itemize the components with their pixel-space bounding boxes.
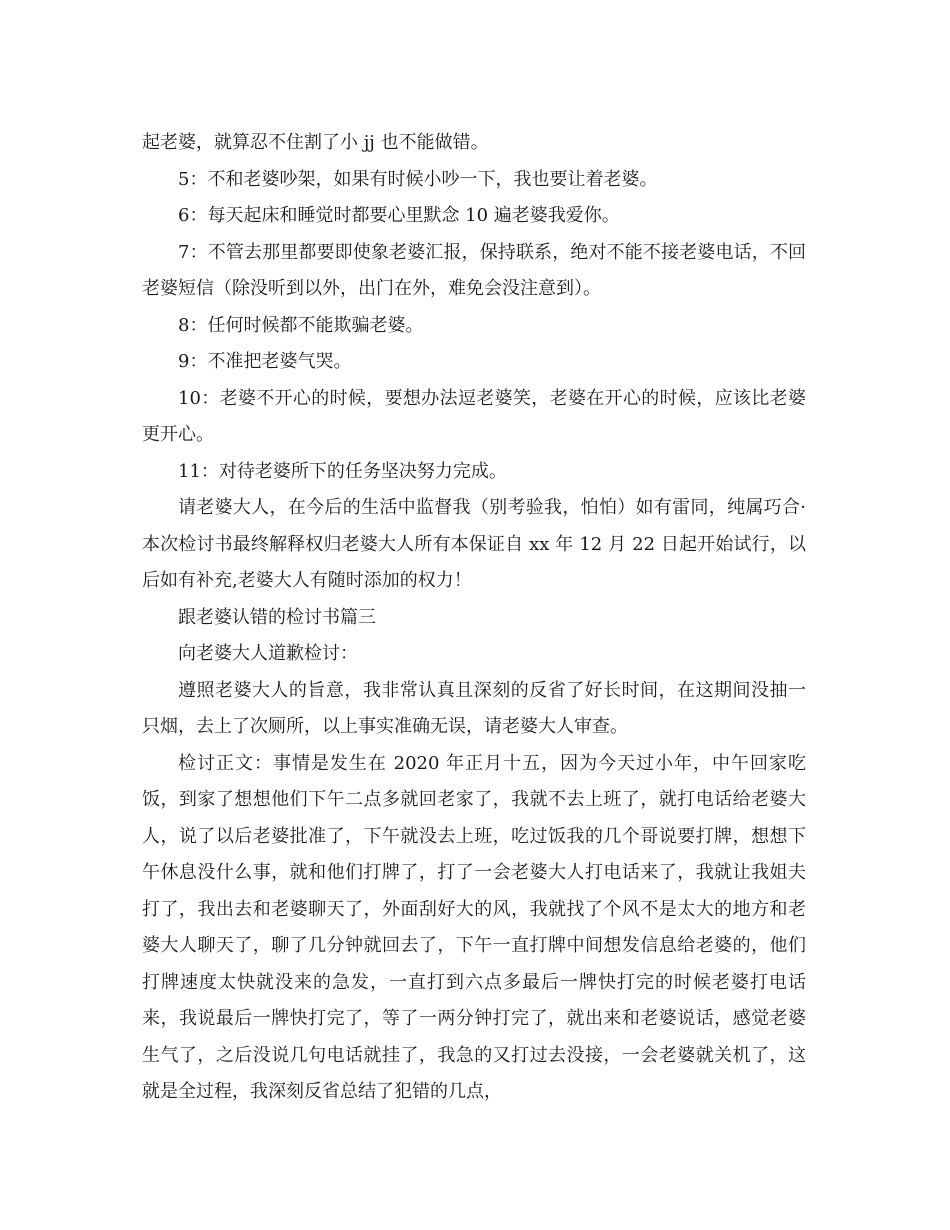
document-body bbox=[142, 125, 806, 1111]
paragraph-main-text: 检讨正文：事情是发生在 2020 年正月十五，因为今天过小年，中午回家吃饭，到家了想想他们下午二点多就回老家了，我就不去上班了，就打电话给老婆大人，说了以后老婆批准了，下午就没去上班，吃过饭我的几个哥说要打牌，想想下午休息没什么事，就和他们打牌了，打了一会老婆大人打电话来了，我就让我姐夫打了，我出去和老婆聊天了，外面刮好大的风，我就找了个风不是太大的地方和老婆大人聊天了，聊了几分钟就回去了，下午一直打牌中间想发信息给老婆的，他们打牌速度太快就没来的急发，一直打到六点多最后一牌快打完的时候老婆打电话来，我说最后一牌快打完了，等了一两分钟打完了，就出来和老婆说话，感觉老婆生气了，之后没说几句电话就挂了，我急的又打过去没接，一会老婆就关机了，这就是全过程，我深刻反省总结了犯错的几点， bbox=[142, 752, 806, 1102]
paragraph-intro: 遵照老婆大人的旨意，我非常认真且深刻的反省了好长时间，在这期间没抽一只烟，去上了次厕所，以上事实准确无误，请老婆大人审查。 bbox=[142, 679, 806, 737]
paragraph-item-10: 10：老婆不开心的时候，要想办法逗老婆笑，老婆在开心的时候，应该比老婆更开心。 bbox=[142, 387, 806, 445]
paragraph-item-8: 8：任何时候都不能欺骗老婆。 bbox=[178, 314, 424, 336]
section-heading: 跟老婆认错的检讨书篇三 bbox=[178, 606, 376, 628]
paragraph-item-6: 6：每天起床和睡觉时都要心里默念 10 遍老婆我爱你。 bbox=[178, 205, 620, 226]
salutation: 向老婆大人道歉检讨： bbox=[178, 643, 358, 664]
paragraph-item-9: 9：不准把老婆气哭。 bbox=[178, 351, 352, 372]
paragraph-continuation: 起老婆，就算忍不住割了小 jj 也不能做错。 bbox=[142, 132, 489, 153]
paragraph-item-7: 7：不管去那里都要即使象老婆汇报，保持联系，绝对不能不接老婆电话，不回老婆短信（除没听到以外，出门在外，难免会没注意到）。 bbox=[142, 241, 806, 299]
paragraph-supervision: 请老婆大人，在今后的生活中监督我（别考验我，怕怕）如有雷同，纯属巧合·本次检讨书最终解释权归老婆大人所有本保证自 xx 年 12 月 22 日起开始试行，以后如有补充,老婆大人有随时添加的权力！ bbox=[142, 497, 806, 591]
paragraph-item-5: 5：不和老婆吵架，如果有时候小吵一下，我也要让着老婆。 bbox=[178, 168, 658, 190]
paragraph-item-11: 11：对待老婆所下的任务坚决努力完成。 bbox=[178, 460, 507, 482]
